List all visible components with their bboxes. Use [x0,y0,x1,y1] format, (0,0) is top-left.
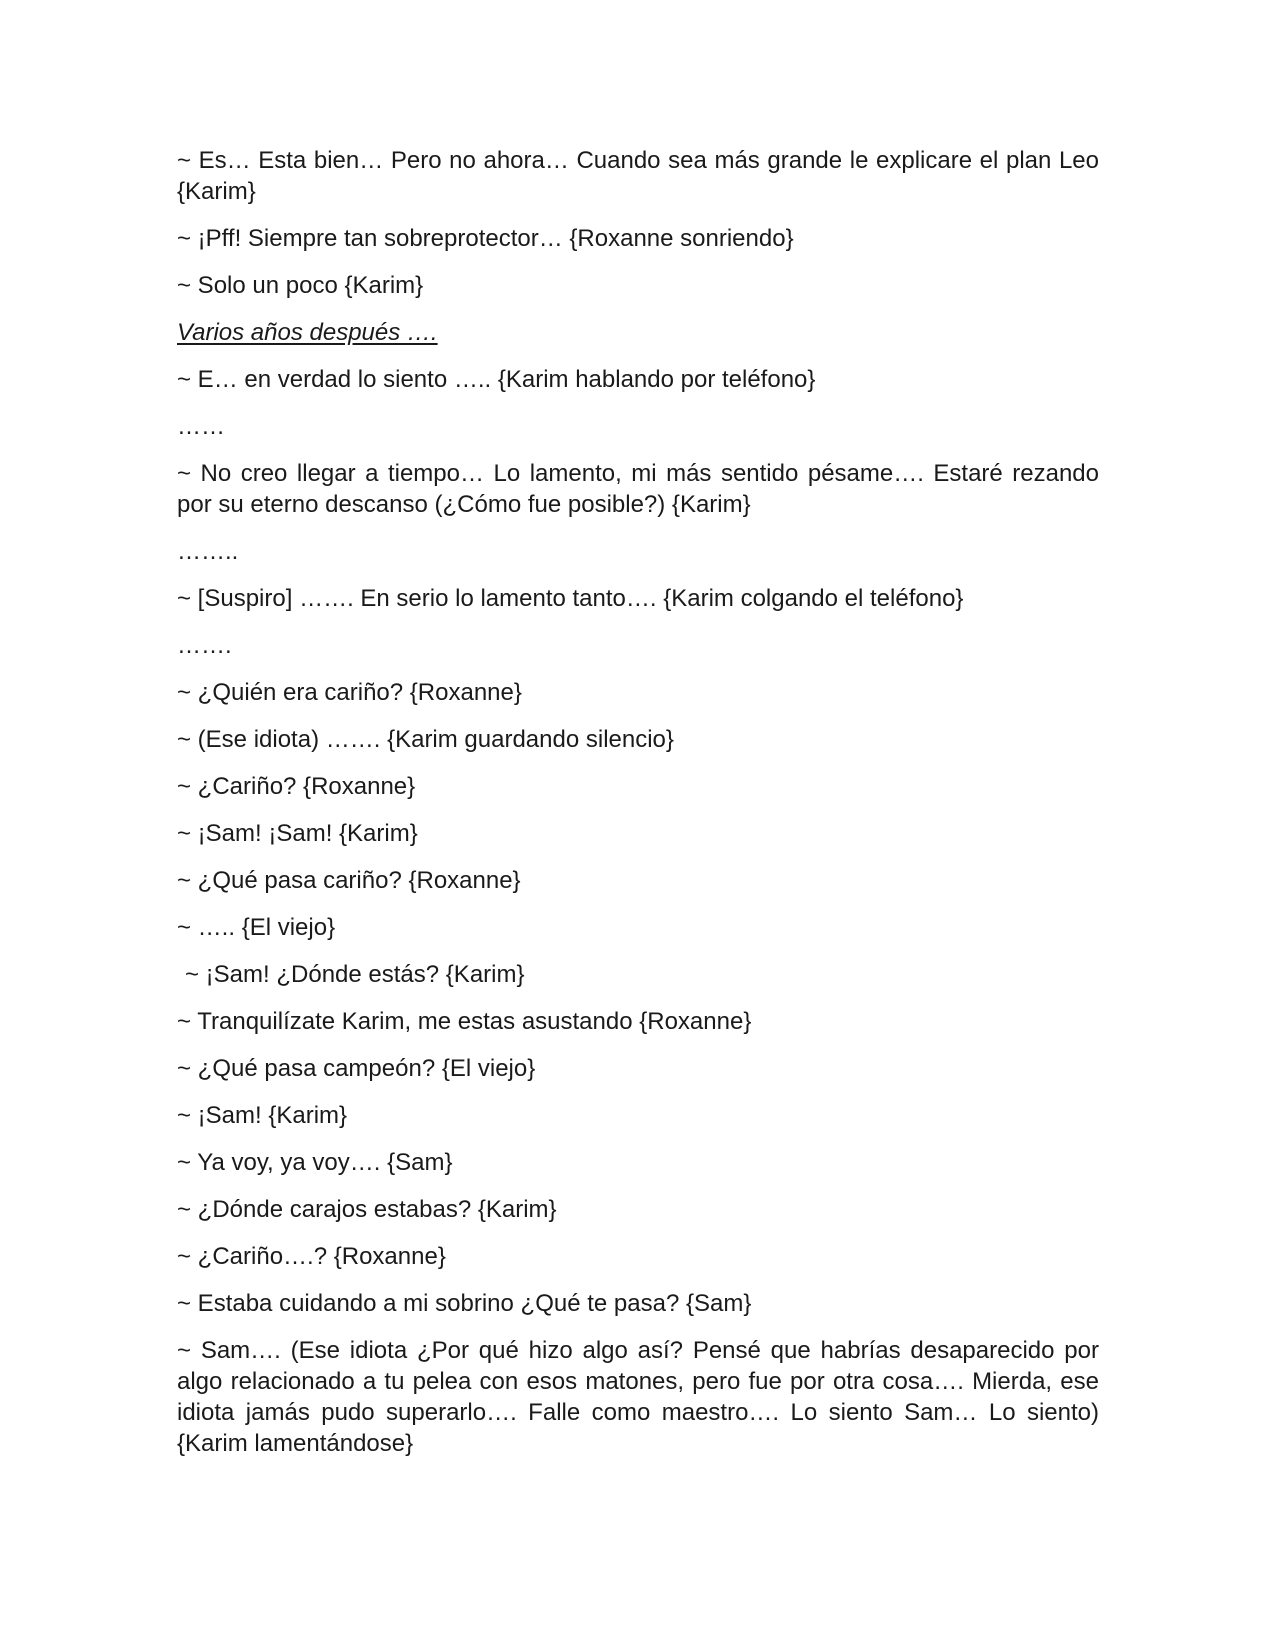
dialogue-line: ~ ¡Sam! ¡Sam! {Karim} [177,820,418,847]
scene-heading: Varios años después …. [177,319,438,346]
dialogue-line: ~ ….. {El viejo} [177,914,336,941]
ellipsis-line: ……. [177,632,232,659]
dialogue-line: ~ [Suspiro] ……. En serio lo lamento tanto…. {Karim colgando el teléfono} [177,585,964,612]
dialogue-line: ~ No creo llegar a tiempo… Lo lamento, mi más sentido pésame…. Estaré rezando por su eterno descanso (¿Cómo fue posible?) {Karim} [177,460,1106,518]
dialogue-line: ~ (Ese idiota) ……. {Karim guardando silencio} [177,726,674,753]
dialogue-line: ~ Sam…. (Ese idiota ¿Por qué hizo algo así? Pensé que habrías desaparecido por algo relacionado a tu pelea con esos matones, pero fue por otra cosa…. Mierda, ese idiota jamás pudo superarlo…. Falle como maestro…. Lo siento Sam… Lo siento) {Karim lamentándose} [177,1337,1106,1457]
ellipsis-line: …… [177,413,225,440]
dialogue-line: ~ ¡Sam! ¿Dónde estás? {Karim} [185,961,525,988]
dialogue-line: ~ Tranquilízate Karim, me estas asustando {Roxanne} [177,1008,752,1035]
document-body [177,145,1106,1475]
dialogue-line: ~ Solo un poco {Karim} [177,272,424,299]
dialogue-line: ~ ¡Sam! {Karim} [177,1102,348,1129]
dialogue-line: ~ Ya voy, ya voy…. {Sam} [177,1149,453,1176]
ellipsis-line: …….. [177,538,239,565]
dialogue-line: ~ ¿Qué pasa cariño? {Roxanne} [177,867,521,894]
dialogue-line: ~ ¿Dónde carajos estabas? {Karim} [177,1196,557,1223]
dialogue-line: ~ ¿Quién era cariño? {Roxanne} [177,679,522,706]
dialogue-line: ~ Es… Esta bien… Pero no ahora… Cuando sea más grande le explicare el plan Leo {Karim} [177,147,1106,205]
dialogue-line: ~ ¡Pff! Siempre tan sobreprotector… {Roxanne sonriendo} [177,225,794,252]
dialogue-line: ~ E… en verdad lo siento ….. {Karim hablando por teléfono} [177,366,816,393]
dialogue-line: ~ ¿Cariño….? {Roxanne} [177,1243,446,1270]
dialogue-line: ~ ¿Qué pasa campeón? {El viejo} [177,1055,536,1082]
dialogue-line: ~ ¿Cariño? {Roxanne} [177,773,416,800]
dialogue-line: ~ Estaba cuidando a mi sobrino ¿Qué te pasa? {Sam} [177,1290,752,1317]
